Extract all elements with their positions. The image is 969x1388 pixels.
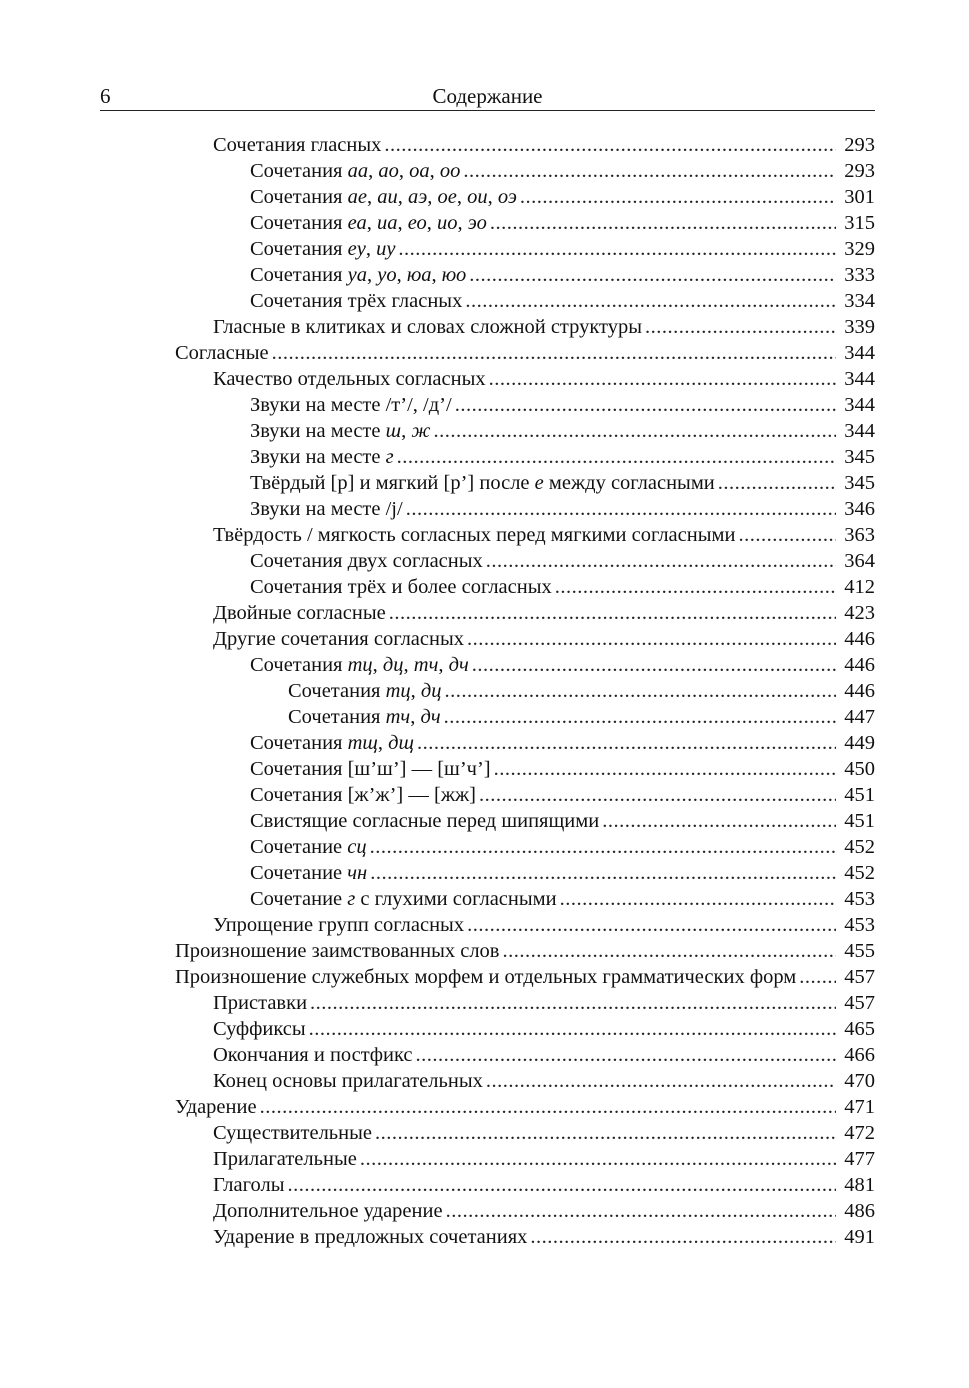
dot-leader — [560, 886, 836, 912]
toc-entry-page: 346 — [844, 498, 875, 520]
dot-leader — [260, 1094, 836, 1120]
toc-entry — [250, 470, 875, 496]
toc-entry — [250, 236, 875, 262]
toc-entry — [213, 626, 875, 652]
toc-entry-page: 486 — [844, 1200, 875, 1222]
toc-entry-title: Двойные согласные — [213, 602, 386, 624]
toc-entry-title: Свистящие согласные перед шипящими — [250, 810, 600, 832]
dot-leader — [463, 158, 836, 184]
dot-leader — [455, 392, 836, 418]
toc-entry — [213, 1120, 875, 1146]
dot-leader — [446, 1198, 836, 1224]
toc-entry — [213, 1146, 875, 1172]
dot-leader — [718, 470, 836, 496]
toc-entry-title: Твёрдость / мягкость согласных перед мягкими согласными — [213, 524, 736, 546]
dot-leader — [472, 652, 836, 678]
toc-entry — [250, 548, 875, 574]
toc-entry-page: 451 — [844, 810, 875, 832]
toc-entry-title: Другие сочетания согласных — [213, 628, 464, 650]
toc-entry-page: 457 — [844, 966, 875, 988]
dot-leader — [489, 366, 836, 392]
toc-entry-page: 333 — [844, 264, 875, 286]
toc-entry-page: 477 — [844, 1148, 875, 1170]
toc-entry-page: 345 — [844, 472, 875, 494]
toc-entry-page: 446 — [844, 628, 875, 650]
toc-entry — [175, 1094, 875, 1120]
toc-entry — [250, 860, 875, 886]
toc-entry — [213, 1042, 875, 1068]
toc-entry-page: 329 — [844, 238, 875, 260]
dot-leader — [445, 678, 836, 704]
dot-leader — [384, 132, 836, 158]
toc-entry — [213, 912, 875, 938]
toc-entry-title: Сочетания аа, ао, оа, оо — [250, 160, 461, 182]
toc-entry-page: 293 — [844, 160, 875, 182]
toc-entry-page: 334 — [844, 290, 875, 312]
dot-leader — [360, 1146, 836, 1172]
dot-leader — [433, 418, 836, 444]
dot-leader — [465, 288, 836, 314]
toc-entry — [175, 964, 875, 990]
toc-entry-page: 453 — [844, 914, 875, 936]
toc-entry-title: Сочетания еу, иу — [250, 238, 396, 260]
toc-entry-title: Прилагательные — [213, 1148, 357, 1170]
toc-entry-title: Существительные — [213, 1122, 372, 1144]
dot-leader — [799, 964, 836, 990]
toc-entry-page: 446 — [844, 654, 875, 676]
toc-entry — [250, 756, 875, 782]
dot-leader — [467, 912, 836, 938]
dot-leader — [398, 236, 836, 262]
dot-leader — [530, 1224, 836, 1250]
toc-entry-title: Окончания и постфикс — [213, 1044, 413, 1066]
toc-entry-page: 471 — [844, 1096, 875, 1118]
toc-entry-page: 339 — [844, 316, 875, 338]
toc-entry — [250, 834, 875, 860]
toc-entry-page: 364 — [844, 550, 875, 572]
toc-entry-page: 449 — [844, 732, 875, 754]
toc-entry-title: Глаголы — [213, 1174, 285, 1196]
toc-entry-title: Ударение — [175, 1096, 257, 1118]
toc-entry — [213, 132, 875, 158]
toc-entry — [250, 496, 875, 522]
toc-entry-title: Произношение служебных морфем и отдельных грамматических форм — [175, 966, 797, 988]
toc-entry-title: Звуки на месте /j/ — [250, 498, 403, 520]
dot-leader — [467, 626, 836, 652]
dot-leader — [555, 574, 836, 600]
dot-leader — [444, 704, 836, 730]
dot-leader — [416, 1042, 836, 1068]
toc-entry-title: Сочетания трёх гласных — [250, 290, 463, 312]
toc-entry-page: 345 — [844, 446, 875, 468]
toc-entry-title: Дополнительное ударение — [213, 1200, 443, 1222]
toc-entry — [250, 730, 875, 756]
dot-leader — [375, 1120, 836, 1146]
toc-entry-title: Сочетание чн — [250, 862, 368, 884]
toc-entry-title: Сочетание сц — [250, 836, 367, 858]
toc-entry — [250, 210, 875, 236]
toc-entry — [213, 990, 875, 1016]
page-number: 6 — [100, 84, 111, 108]
toc-entry-page: 453 — [844, 888, 875, 910]
running-title: Содержание — [432, 84, 543, 108]
dot-leader — [503, 938, 837, 964]
toc-entry-title: Сочетания ае, аи, аэ, ое, ои, оэ — [250, 186, 517, 208]
dot-leader — [406, 496, 836, 522]
dot-leader — [389, 600, 836, 626]
toc-entry-page: 455 — [844, 940, 875, 962]
toc-entry-title: Твёрдый [р] и мягкий [р’] после е между согласными — [250, 472, 715, 494]
toc-entry-title: Сочетания тч, дч — [288, 706, 441, 728]
dot-leader — [309, 1016, 836, 1042]
toc-entry-page: 446 — [844, 680, 875, 702]
toc-entry-title: Сочетания [ж’ж’] — [жж] — [250, 784, 476, 806]
toc-entry-page: 412 — [844, 576, 875, 598]
toc-entry-title: Произношение заимствованных слов — [175, 940, 500, 962]
toc-entry-page: 457 — [844, 992, 875, 1014]
toc-entry — [213, 366, 875, 392]
toc-entry — [213, 522, 875, 548]
dot-leader — [486, 548, 836, 574]
dot-leader — [417, 730, 836, 756]
toc-entry-title: Суффиксы — [213, 1018, 306, 1040]
toc-entry-page: 363 — [844, 524, 875, 546]
toc-entry-page: 344 — [844, 394, 875, 416]
toc-entry-title: Приставки — [213, 992, 308, 1014]
toc-entry — [213, 1198, 875, 1224]
dot-leader — [288, 1172, 836, 1198]
dot-leader — [490, 210, 836, 236]
toc-entry — [250, 418, 875, 444]
toc-entry-title: Звуки на месте ш, ж — [250, 420, 431, 442]
toc-entry — [213, 1224, 875, 1250]
toc-entry-title: Качество отдельных согласных — [213, 368, 486, 390]
toc-entry-page: 481 — [844, 1174, 875, 1196]
toc-entry-page: 447 — [844, 706, 875, 728]
toc-entry — [213, 1068, 875, 1094]
toc-entry-title: Согласные — [175, 342, 269, 364]
toc-entry-title: Конец основы прилагательных — [213, 1070, 483, 1092]
toc-entry — [250, 444, 875, 470]
toc-entry-page: 452 — [844, 862, 875, 884]
toc-entry-page: 344 — [844, 342, 875, 364]
toc-entry-title: Ударение в предложных сочетаниях — [213, 1226, 528, 1248]
toc-entry-page: 465 — [844, 1018, 875, 1040]
toc-entry — [213, 600, 875, 626]
toc-entry — [250, 184, 875, 210]
toc-entry-title: Сочетания тц, дц — [288, 680, 442, 702]
toc-entry — [250, 574, 875, 600]
toc-entry-page: 451 — [844, 784, 875, 806]
toc-entry — [250, 158, 875, 184]
table-of-contents — [0, 132, 969, 1250]
toc-entry-page: 450 — [844, 758, 875, 780]
dot-leader — [310, 990, 836, 1016]
dot-leader — [272, 340, 836, 366]
toc-entry-title: Звуки на месте г — [250, 446, 394, 468]
toc-entry-page: 466 — [844, 1044, 875, 1066]
dot-leader — [479, 782, 836, 808]
toc-entry — [213, 314, 875, 340]
dot-leader — [370, 834, 836, 860]
dot-leader — [645, 314, 836, 340]
toc-entry — [213, 1016, 875, 1042]
toc-entry — [288, 678, 875, 704]
dot-leader — [370, 860, 836, 886]
toc-entry-title: Гласные в клитиках и словах сложной структуры — [213, 316, 643, 338]
toc-entry — [175, 938, 875, 964]
toc-entry-title: Сочетания [ш’ш’] — [ш’ч’] — [250, 758, 491, 780]
toc-entry — [250, 782, 875, 808]
toc-entry-page: 470 — [844, 1070, 875, 1092]
toc-entry — [250, 652, 875, 678]
running-header — [100, 84, 875, 111]
toc-entry — [250, 262, 875, 288]
toc-entry-title: Сочетания тщ, дщ — [250, 732, 414, 754]
toc-entry — [250, 808, 875, 834]
toc-entry-title: Сочетания еа, иа, ео, ио, эо — [250, 212, 487, 234]
toc-entry-title: Сочетание г с глухими согласными — [250, 888, 557, 910]
toc-entry-title: Сочетания гласных — [213, 134, 382, 156]
toc-entry-page: 472 — [844, 1122, 875, 1144]
toc-entry-title: Упрощение групп согласных — [213, 914, 465, 936]
toc-entry — [288, 704, 875, 730]
toc-entry — [250, 392, 875, 418]
toc-entry — [175, 340, 875, 366]
toc-entry-title: Сочетания уа, уо, юа, юо — [250, 264, 467, 286]
dot-leader — [520, 184, 836, 210]
dot-leader — [602, 808, 836, 834]
toc-entry-page: 315 — [844, 212, 875, 234]
dot-leader — [397, 444, 836, 470]
toc-entry-page: 491 — [844, 1226, 875, 1248]
dot-leader — [486, 1068, 836, 1094]
dot-leader — [469, 262, 836, 288]
toc-entry-page: 452 — [844, 836, 875, 858]
toc-entry-page: 344 — [844, 420, 875, 442]
toc-entry-page: 293 — [844, 134, 875, 156]
toc-entry-title: Сочетания тц, дц, тч, дч — [250, 654, 469, 676]
toc-entry-title: Звуки на месте /т’/, /д’/ — [250, 394, 452, 416]
toc-entry-page: 423 — [844, 602, 875, 624]
dot-leader — [738, 522, 836, 548]
toc-entry — [250, 886, 875, 912]
toc-entry-page: 301 — [844, 186, 875, 208]
toc-entry-title: Сочетания двух согласных — [250, 550, 483, 572]
toc-entry-page: 344 — [844, 368, 875, 390]
toc-entry-title: Сочетания трёх и более согласных — [250, 576, 552, 598]
toc-entry — [213, 1172, 875, 1198]
dot-leader — [494, 756, 836, 782]
toc-entry — [250, 288, 875, 314]
